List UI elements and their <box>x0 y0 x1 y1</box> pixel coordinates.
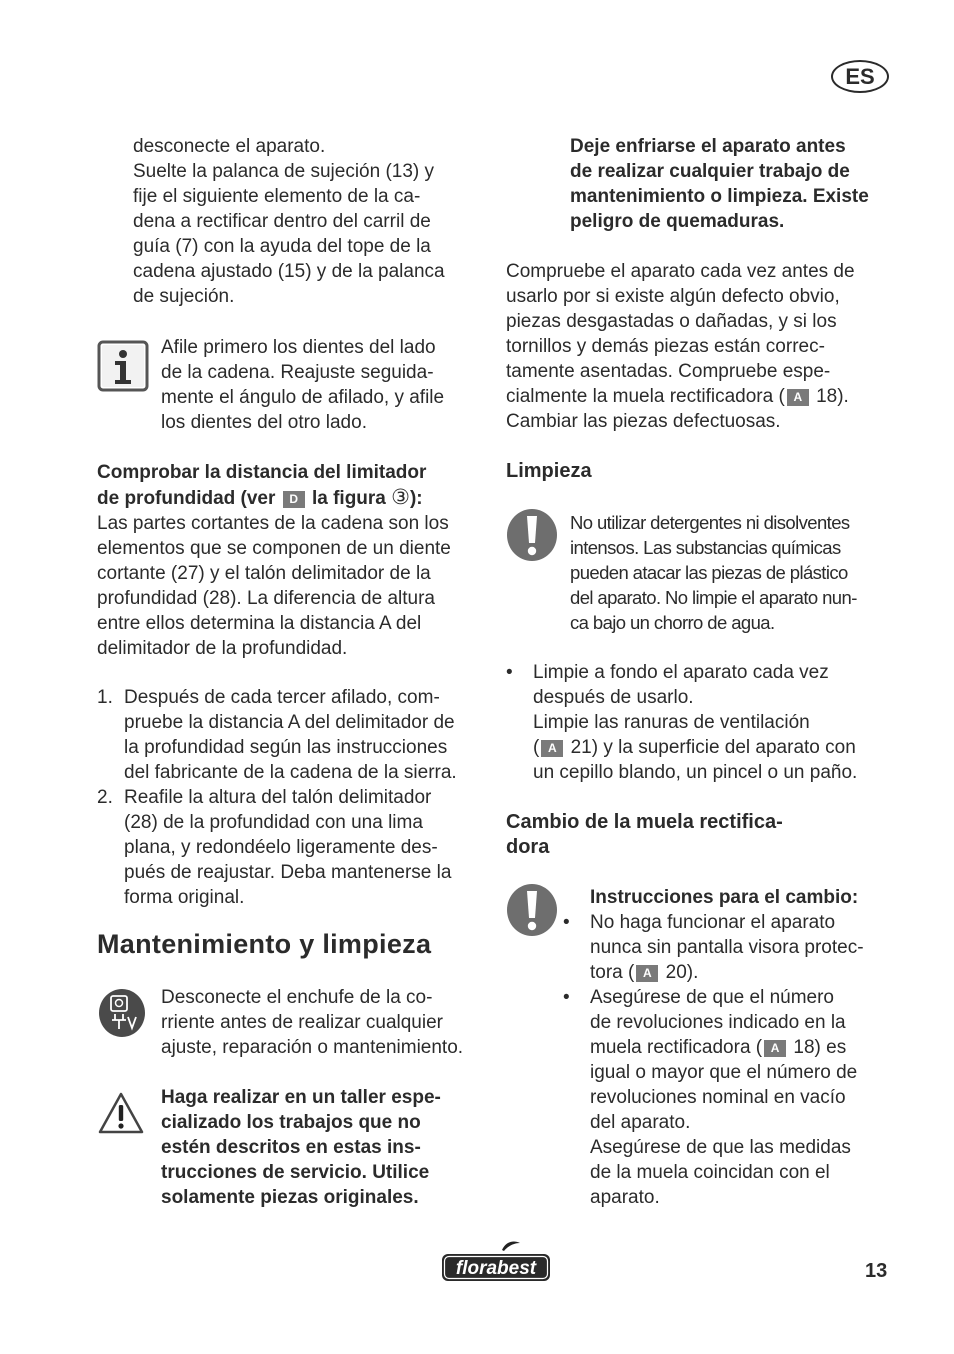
text-fragment: muela rectificadora ( <box>590 1037 763 1058</box>
text-line: Las partes cortantes de la cadena son los <box>97 513 449 534</box>
text-line: Suelte la palanca de sujeción (13) y <box>133 161 435 182</box>
text-line: Afile primero los dientes del lado <box>161 337 436 358</box>
text-line: tornillos y demás piezas están correc- <box>506 336 825 357</box>
text-line: mente el ángulo de afilado, y afile <box>161 387 445 408</box>
text-line: fije el siguiente elemento de la ca- <box>133 186 421 207</box>
figure-tag: A <box>541 740 563 757</box>
text-line: desconecte el aparato. <box>133 136 326 157</box>
text-line: de realizar cualquier trabajo de <box>570 161 850 182</box>
text-line: del fabricante de la cadena de la sierra. <box>124 762 457 783</box>
text-line: peligro de quemaduras. <box>570 211 785 232</box>
text-fragment: tora ( <box>590 962 635 983</box>
limpieza-note <box>570 510 857 635</box>
text-line: después de usarlo. <box>533 687 694 708</box>
text-line: Cambiar las piezas defectuosas. <box>506 411 781 432</box>
text-line: cortante (27) y el talón delimitador de la <box>97 563 431 584</box>
text-fragment: 20). <box>660 962 699 983</box>
text-fragment: ): <box>409 488 423 509</box>
text-line: profundidad (28). La diferencia de altura <box>97 588 436 609</box>
step-number: 2. <box>97 787 113 808</box>
instructions-heading: Instrucciones para el cambio: <box>590 887 859 908</box>
list-item <box>563 910 864 985</box>
warning-note <box>161 1085 441 1210</box>
text-line: Limpie a fondo el aparato cada vez <box>533 662 829 683</box>
list-item <box>97 785 487 910</box>
text-fragment: de profundidad (ver <box>97 488 276 509</box>
text-line: Compruebe el aparato cada vez antes de <box>506 261 855 282</box>
depth-heading-line2 <box>97 485 451 511</box>
cambio-heading <box>506 810 783 860</box>
text-line: entre ellos determina la distancia A del <box>97 613 422 634</box>
text-line: los dientes del otro lado. <box>161 412 367 433</box>
depth-heading: Comprobar la distancia del limitador <box>97 462 427 483</box>
text-line: Desconecte el enchufe de la co- <box>161 987 433 1008</box>
text-line: Reafile la altura del talón delimitador <box>124 787 432 808</box>
language-badge: ES <box>831 60 889 93</box>
text-line: cializado los trabajos que no <box>161 1112 421 1133</box>
figure-tag: A <box>764 1040 786 1057</box>
text-line: ca bajo un chorro de agua. <box>570 612 775 633</box>
text-line: un cepillo blando, un pincel o un paño. <box>533 762 858 783</box>
heading-line: dora <box>506 836 550 858</box>
step-number: 1. <box>97 687 113 708</box>
text-line: guía (7) con la ayuda del tope de la <box>133 236 431 257</box>
check-paragraph <box>506 259 855 434</box>
caution-icon <box>506 508 558 568</box>
text-line: (28) de la profundidad con una lima <box>124 812 423 833</box>
info-note <box>161 335 444 435</box>
text-line: aparato. <box>590 1187 660 1208</box>
text-line <box>506 384 855 409</box>
bullet: • <box>506 662 513 683</box>
text-line: pués de reajustar. Deba mantenerse la <box>124 862 452 883</box>
florabest-logo <box>440 1240 552 1290</box>
text-line: forma original. <box>124 887 245 908</box>
text-line: Limpie las ranuras de ventilación <box>533 712 810 733</box>
text-line: elementos que se componen de un diente <box>97 538 451 559</box>
unplug-icon <box>97 987 147 1045</box>
text-fragment: la figura <box>311 488 386 509</box>
text-line <box>590 1035 864 1060</box>
text-line: igual o mayor que el número de <box>590 1062 858 1083</box>
text-line <box>533 735 857 760</box>
text-line: cadena ajustado (15) y de la palanca <box>133 261 445 282</box>
text-line: usarlo por si existe algún defecto obvio, <box>506 286 840 307</box>
text-line: pruebe la distancia A del delimitador de <box>124 712 455 733</box>
text-line: del aparato. No limpie el aparato nun- <box>570 587 857 608</box>
caution-icon <box>506 883 558 943</box>
text-line: No utilizar detergentes ni disolventes <box>570 512 850 533</box>
info-icon <box>97 340 149 398</box>
text-line: Asegúrese de que el número <box>590 987 834 1008</box>
text-line: revoluciones nominal en vacío <box>590 1087 846 1108</box>
circled-number: ③ <box>391 486 410 509</box>
text-fragment: 18) es <box>788 1037 847 1058</box>
clean-bullet-item <box>506 660 857 785</box>
bullet: • <box>563 987 570 1008</box>
text-line: la profundidad según las instrucciones <box>124 737 448 758</box>
text-line: nunca sin pantalla visora protec- <box>590 937 864 958</box>
text-line: solamente piezas originales. <box>161 1187 419 1208</box>
text-line: estén descritos en estas ins- <box>161 1137 421 1158</box>
text-fragment: 18). <box>810 386 849 407</box>
figure-tag: D <box>283 491 305 508</box>
logo-text: florabest <box>455 1258 537 1279</box>
depth-section <box>97 460 451 661</box>
text-line: No haga funcionar el aparato <box>590 912 836 933</box>
list-item <box>563 985 864 1210</box>
figure-tag: A <box>787 389 809 406</box>
text-line: Deje enfriarse el aparato antes <box>570 136 846 157</box>
limpieza-heading: Limpieza <box>506 460 592 482</box>
bullet: • <box>563 912 570 933</box>
cambio-instructions <box>563 885 864 1210</box>
text-line: Haga realizar en un taller espe- <box>161 1087 441 1108</box>
text-fragment: ( <box>533 737 540 758</box>
text-line: plana, y redondéelo ligeramente des- <box>124 837 438 858</box>
heading-line: Cambio de la muela rectifica- <box>506 811 783 833</box>
text-line: intensos. Las substancias químicas <box>570 537 841 558</box>
cool-down-note <box>570 134 869 234</box>
text-fragment: cialmente la muela rectificadora ( <box>506 386 785 407</box>
text-line: de la cadena. Reajuste seguida- <box>161 362 434 383</box>
text-line: de la muela coincidan con el <box>590 1162 830 1183</box>
text-line: ajuste, reparación o mantenimiento. <box>161 1037 464 1058</box>
text-line: rriente antes de realizar cualquier <box>161 1012 443 1033</box>
text-line: tamente asentadas. Compruebe espe- <box>506 361 831 382</box>
text-line: Asegúrese de que las medidas <box>590 1137 851 1158</box>
text-fragment: 21) y la superficie del aparato con <box>565 737 856 758</box>
text-line: delimitador de la profundidad. <box>97 638 348 659</box>
text-line: de revoluciones indicado en la <box>590 1012 846 1033</box>
text-line: trucciones de servicio. Utilice <box>161 1162 430 1183</box>
page-number: 13 <box>865 1260 888 1282</box>
text-line: de sujeción. <box>133 286 235 307</box>
steps-list <box>97 685 487 910</box>
text-line <box>590 960 864 985</box>
section-title: Mantenimiento y limpieza <box>97 929 432 959</box>
unplug-note <box>161 985 463 1060</box>
text-line: pueden atacar las piezas de plástico <box>570 562 848 583</box>
text-line: del aparato. <box>590 1112 691 1133</box>
figure-tag: A <box>636 965 658 982</box>
warning-triangle-icon <box>97 1091 145 1141</box>
text-line: dena a rectificar dentro del carril de <box>133 211 431 232</box>
text-line: piezas desgastadas o dañadas, y si los <box>506 311 837 332</box>
intro-paragraph <box>133 134 445 309</box>
text-line: Después de cada tercer afilado, com- <box>124 687 440 708</box>
list-item <box>97 685 487 785</box>
text-line: mantenimiento o limpieza. Existe <box>570 186 869 207</box>
